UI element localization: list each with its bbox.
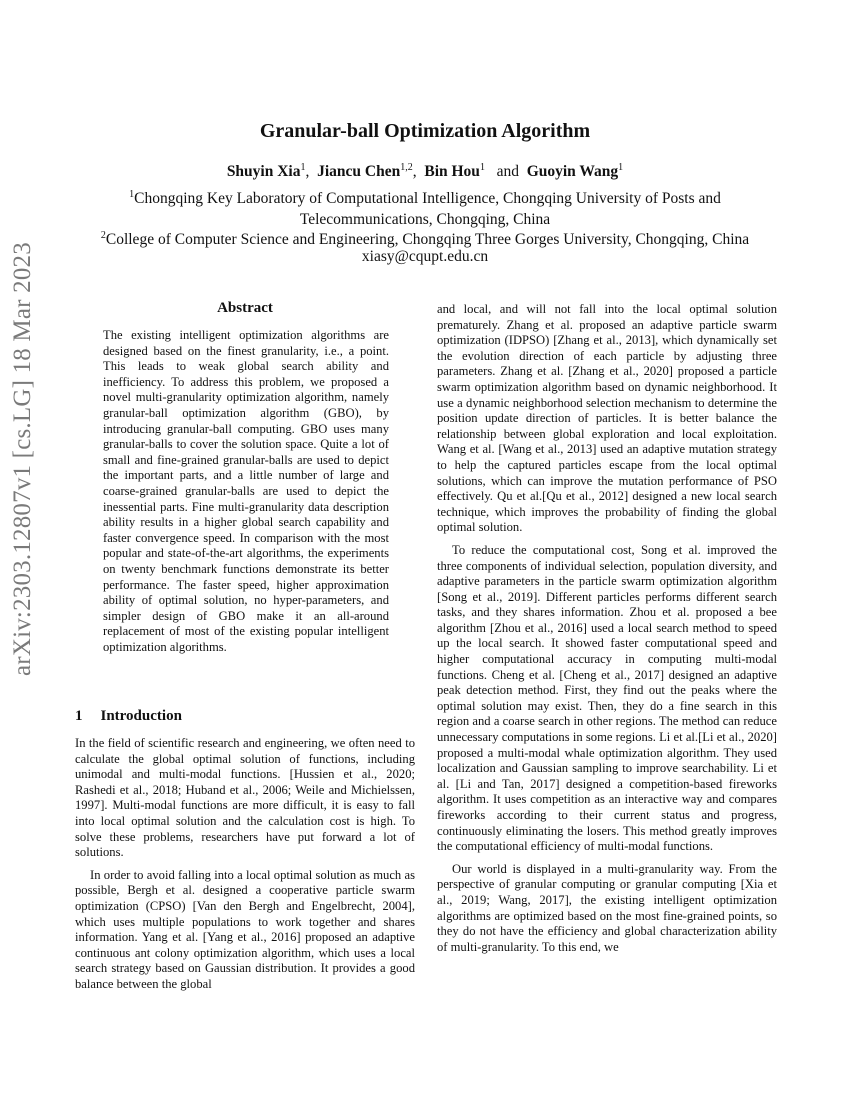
body-paragraph: In the field of scientific research and engineering, we often need to calculate the global optimal solution of functions, including unimodal and multi-modal functions. [Hussien et al., 2020; Rashedi et al., 2018; Huband et al., 2006; Weile and Michielssen, 1997]. Multi-modal functions are more difficult, it is easy to fall into local optimal solution and the calculation cost is high. To solve these problems, researchers have put forward a lot of solutions. xyxy=(75,736,415,860)
author-affil-mark: 1,2 xyxy=(400,161,413,173)
section-title: Introduction xyxy=(100,708,182,724)
affiliation-mark: 1 xyxy=(129,188,135,200)
affiliation xyxy=(72,229,778,250)
author-name: Jiancu Chen xyxy=(317,163,401,180)
author-affil-mark: 1 xyxy=(300,161,306,173)
affiliation-mark: 2 xyxy=(100,229,106,241)
contact-email[interactable]: xiasy@cqupt.edu.cn xyxy=(361,248,489,265)
body-paragraph: Our world is displayed in a multi-granularity way. From the perspective of granular computing or granular computing [Xia et al., 2019; Wang, 2017], the existing intelligent optimization algorithms are optimized based on the most fine-grained points, so they do not have the efficiency and global characterization ability of multi-granularity. To this end, we xyxy=(437,861,777,954)
right-column xyxy=(437,302,777,955)
affiliation xyxy=(105,188,745,230)
author-list: Shuyin Xia$^1$, Jiancu Chen$^{1,2}$, Bin Hou$^1$ and Guoyin Wang$^1$ xyxy=(226,161,624,180)
body-paragraph: To reduce the computational cost, Song et al. improved the three components of individual selection, population diversity, and adaptive parameters in the particle swarm optimization algorithm [Song et al., 2019]. Different particles performs different search tasks, and they shares information. Zhou et al. proposed a bee algorithm [Zhou et al., 2016] used a local search method to speed up the local search. It showed faster computational speed and higher computational accuracy in computing multi-modal functions. Cheng et al. [Cheng et al., 2017] designed an adaptive peak detection method. First, they find out the peaks where the optimal solution may exist. Then, they do a fine search in this region and a coarse search in other regions. The method can reduce unnecessary computations in some regions. Li et al.[Li et al., 2020] proposed a multi-modal whale optimization algorithm. They used localization and Gaussian sampling to improve searchability. Li et al. [Li and Tan, 2017] designed a competition-based fireworks algorithm. It uses competition as an interactive way and compares fireworks according to their current status and progress, continuously eliminating the losers. This method greatly improves the computational efficiency of multi-modal functions. xyxy=(437,542,777,854)
author-affil-mark: 1 xyxy=(479,161,485,173)
left-column xyxy=(75,736,415,993)
body-paragraph: In order to avoid falling into a local optimal solution as much as possible, Bergh et al. designed a cooperative particle swarm optimization (CPSO) [Van den Bergh and Engelbrecht, 2004], which uses multiple populations to work together and shares information. Yang et al. [Yang et al., 2016] proposed an adaptive continuous ant colony optimization algorithm, which uses a local search strategy based on Gaussian distribution. It provides a good balance between the global xyxy=(75,867,415,991)
author-name: Bin Hou xyxy=(424,163,480,180)
paper-title: Granular-ball Optimization Algorithm xyxy=(259,120,591,142)
affiliation-text: Chongqing Key Laboratory of Computational Intelligence, Chongqing University of Posts and Telecommunications, Chongqing, China xyxy=(134,190,721,228)
section-heading xyxy=(75,708,182,725)
author-name: Guoyin Wang xyxy=(526,163,619,180)
abstract-text xyxy=(103,328,389,655)
arxiv-identifier[interactable]: arXiv:2303.12807v1 [cs.LG] 18 Mar 2023 xyxy=(9,242,36,676)
author-affil-mark: 1 xyxy=(618,161,624,173)
abstract-heading: Abstract xyxy=(217,300,273,316)
body-paragraph: and local, and will not fall into the local optimal solution prematurely. Zhang et al. proposed an adaptive particle swarm optimization (IDPSO) [Zhang et al., 2013], which dynamically set the evolution direction of each particle by adjusting three parameters. Zhang et al. [Zhang et al., 2020] proposed a particle swarm optimization algorithm based on dynamic neighborhood. It use a dynamic neighborhood selection mechanism to determine the position update direction of particles. It is better balance the relationship between global exploration and local exploitation. Wang et al. [Wang et al., 2013] used an adaptive mutation strategy to help the captured particles escape from the local optimal solutions, which can improve the mutation performance of PSO effectively. Qu et al.[Qu et al., 2012] designed a new local search technique, which improves the probability of finding the global optimal solution. xyxy=(437,302,777,535)
author-conjunction: and xyxy=(496,163,519,180)
abstract-paragraph: The existing intelligent optimization algorithms are designed based on the finest granularity, i.e., a point. This leads to weak global search ability and inefficiency. To address this problem, we proposed a novel multi-granularity optimization algorithm, namely granular-ball optimization algorithm (GBO), by introducing granular-ball computing. GBO uses many granular-balls to cover the solution space. Quite a lot of small and fine-grained granular-balls are used to depict the important parts, and a little number of large and coarse-grained granular-balls are used to depict the inessential parts. Fine multi-granularity data description ability results in a higher global search capability and faster convergence speed. In comparison with the most popular and state-of-the-art algorithms, the experiments on twenty benchmark functions demonstrate its better performance. The faster speed, higher approximation ability of optimal solution, no hyper-parameters, and simpler design of GBO make it an all-around replacement of most of the existing popular intelligent optimization algorithms. xyxy=(103,328,389,654)
affiliation-text: College of Computer Science and Engineering, Chongqing Three Gorges University, Chongqing, China xyxy=(105,231,750,248)
section-number: 1 xyxy=(75,708,83,724)
author-name: Shuyin Xia xyxy=(226,163,301,180)
